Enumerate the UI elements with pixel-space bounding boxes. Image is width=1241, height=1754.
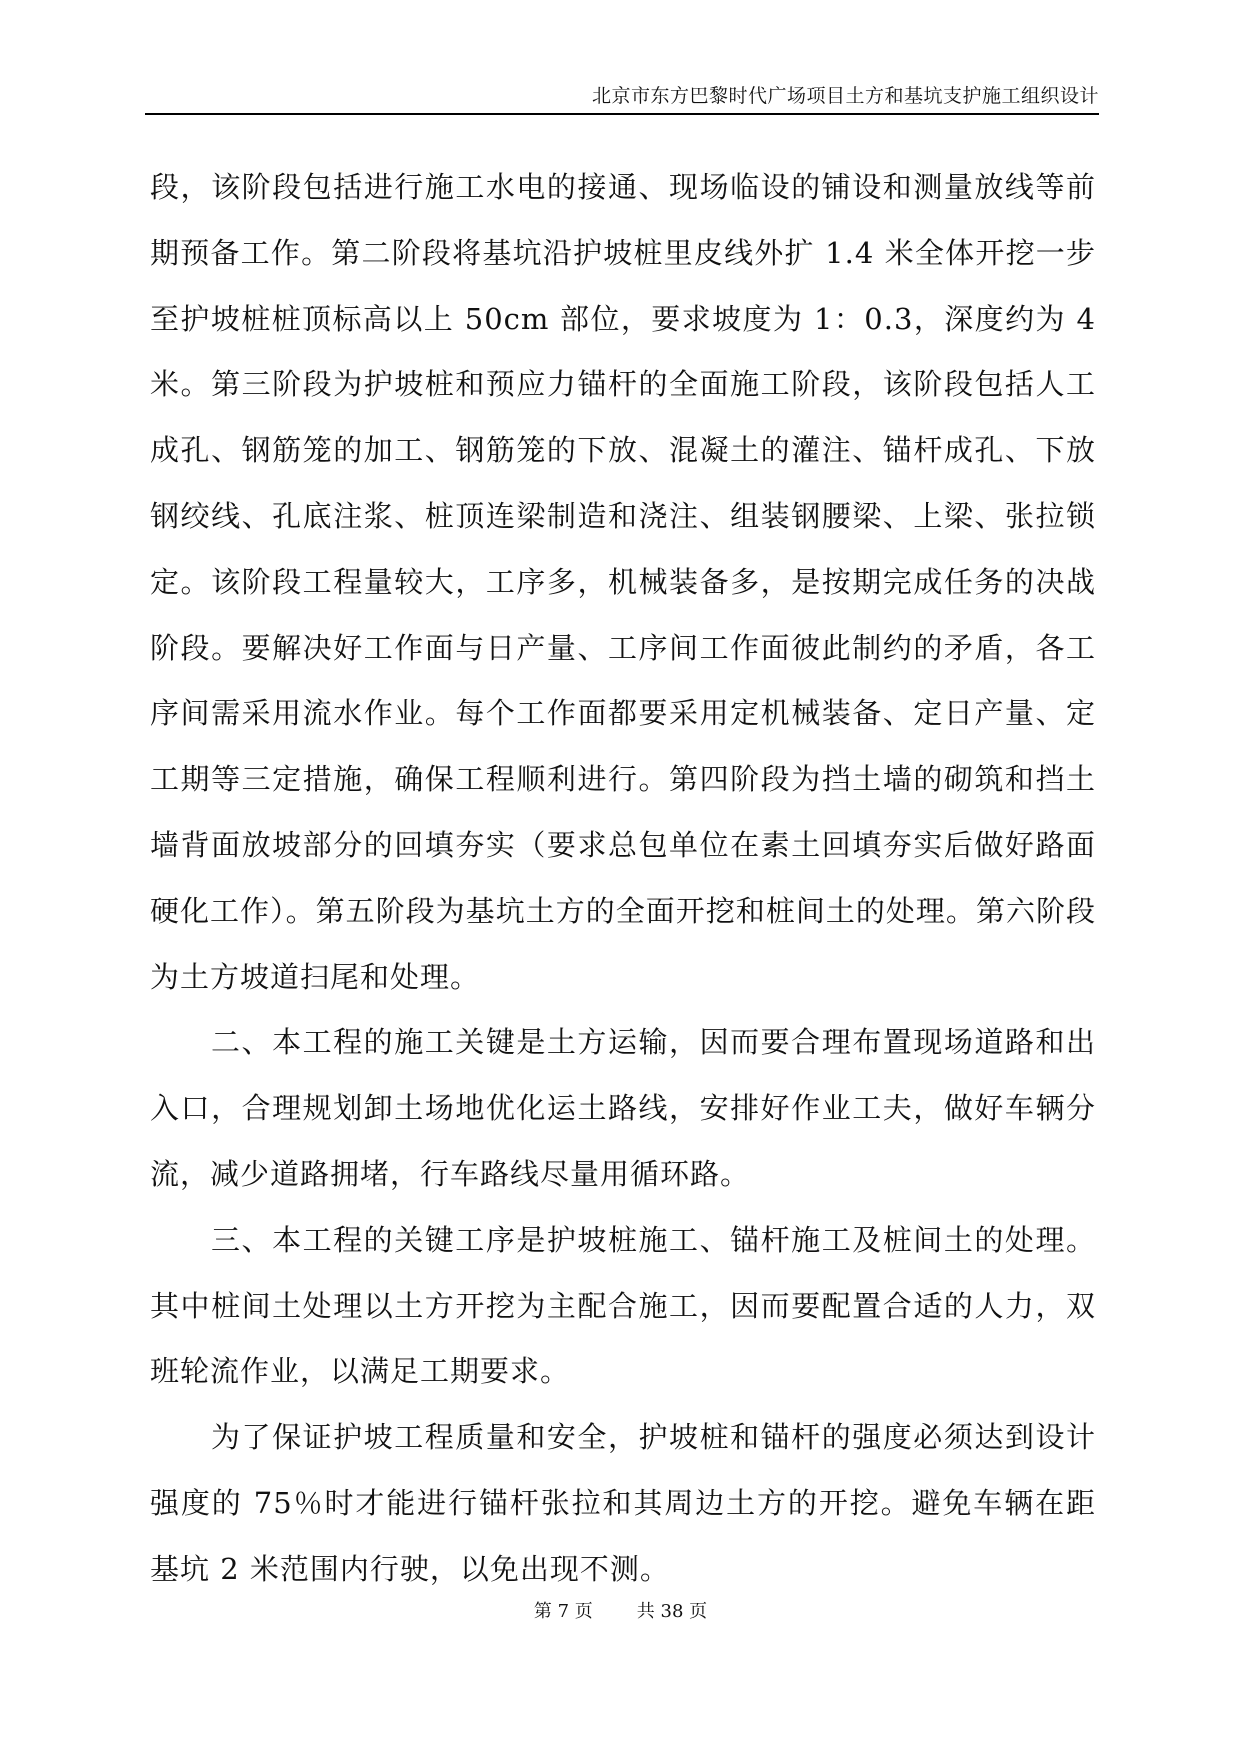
paragraph-phase-description: 段，该阶段包括进行施工水电的接通、现场临设的铺设和测量放线等前期预备工作。第二阶段将基坑沿护坡桩里皮线外扩 1.4 米全体开挖一步至护坡桩桩顶标高以上 50cm 部位，要求坡度为 1：0.3，深度约为 4 米。第三阶段为护坡桩和预应力锚杆的全面施工阶段，该阶段包括人工成孔、钢筋笼的加工、钢筋笼的下放、混凝土的灌注、锚杆成孔、下放钢绞线、孔底注浆、桩顶连梁制造和浇注、组装钢腰梁、上梁、张拉锁定。该阶段工程量较大，工序多，机械装备多，是按期完成任务的决战阶段。要解决好工作面与日产量、工序间工作面彼此制约的矛盾，各工序间需采用流水作业。每个工作面都要采用定机械装备、定日产量、定工期等三定措施，确保工程顺利进行。第四阶段为挡土墙的砌筑和挡土墙背面放坡部分的回填夯实（要求总包单位在素土回填夯实后做好路面硬化工作）。第五阶段为基坑土方的全面开挖和桩间土的处理。第六阶段为土方坡道扫尾和处理。 <box>150 170 1096 994</box>
header-rule <box>145 113 1099 115</box>
page-number: 第 7 页 <box>533 1601 593 1622</box>
paragraph-key-process: 三、本工程的关键工序是护坡桩施工、锚杆施工及桩间土的处理。其中桩间土处理以土方开挖为主配合施工，因而要配置合适的人力，双班轮流作业，以满足工期要求。 <box>150 1222 1096 1389</box>
paragraph-quality-safety: 为了保证护坡工程质量和安全，护坡桩和锚杆的强度必须达到设计强度的 75％时才能进行锚杆张拉和其周边土方的开挖。避免车辆在距基坑 2 米范围内行驶，以免出现不测。 <box>150 1420 1096 1586</box>
document-body <box>150 155 1096 1603</box>
page-footer <box>0 1600 1241 1624</box>
page-total: 共 38 页 <box>636 1601 708 1622</box>
paragraph-key-construction: 二、本工程的施工关键是土方运输，因而要合理布置现场道路和出入口，合理规划卸土场地优化运土路线，安排好作业工夫，做好车辆分流，减少道路拥堵，行车路线尽量用循环路。 <box>150 1025 1096 1191</box>
running-header: 北京市东方巴黎时代广场项目土方和基坑支护施工组织设计 <box>591 85 1099 107</box>
